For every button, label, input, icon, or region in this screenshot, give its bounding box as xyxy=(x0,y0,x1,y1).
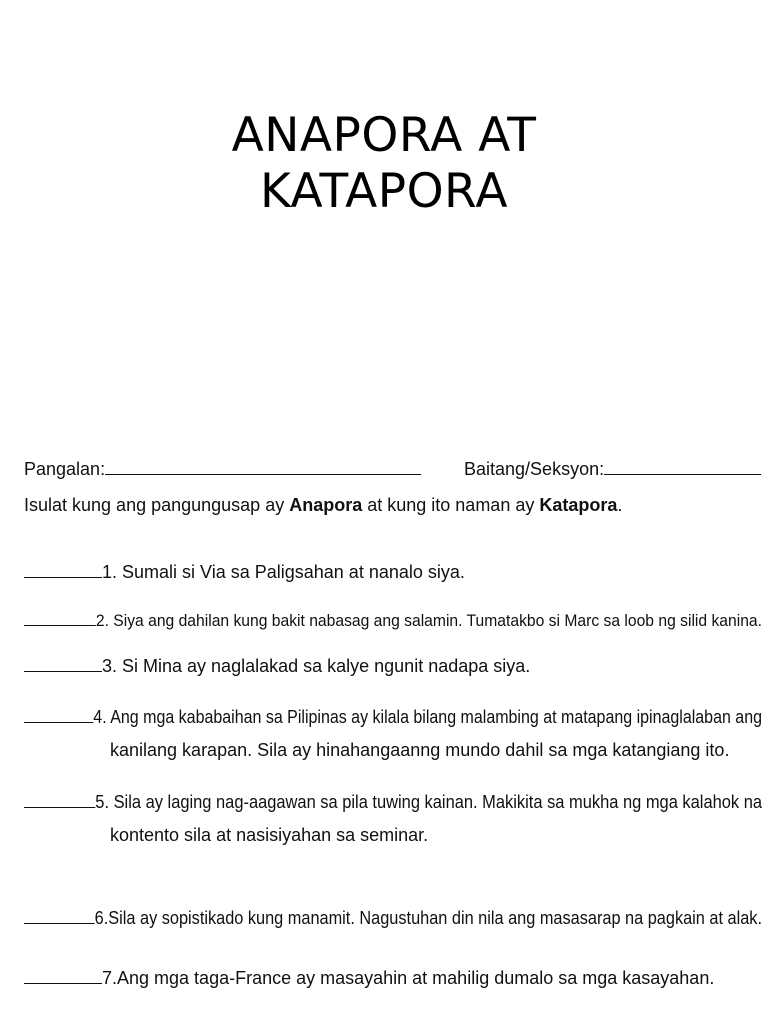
answer-blank[interactable] xyxy=(24,708,93,723)
answer-blank[interactable] xyxy=(24,909,95,924)
item-text: 2. Siya ang dahilan kung bakit nabasag ang salamin. Tumatakbo si Marc sa loob ng silid kanina. xyxy=(95,611,762,630)
name-label: Pangalan: xyxy=(24,459,106,479)
grade-label: Baitang/Seksyon: xyxy=(464,459,605,479)
item-text: 4. Ang mga kababaihan sa Pilipinas ay kilala bilang malambing at matapang ipinaglalaban ang xyxy=(93,707,762,727)
item-7 xyxy=(24,968,714,989)
item-4 xyxy=(24,707,762,728)
item-2 xyxy=(24,611,762,631)
instruction-text-1: Isulat kung ang pangungusap ay xyxy=(24,495,290,515)
grade-row xyxy=(464,459,761,480)
answer-blank[interactable] xyxy=(24,969,102,984)
item-5-continuation xyxy=(24,825,428,846)
item-text: 6.Sila ay sopistikado kung manamit. Nagustuhan din nila ang masasarap na pagkain at alak. xyxy=(94,908,762,928)
item-3 xyxy=(24,656,530,677)
instruction-text-3: . xyxy=(617,495,623,515)
slide-title xyxy=(0,108,768,220)
name-row xyxy=(24,459,421,480)
instruction xyxy=(24,495,622,516)
item-text: 7.Ang mga taga-France ay masayahin at mahilig dumalo sa mga kasayahan. xyxy=(102,968,715,988)
answer-blank[interactable] xyxy=(24,563,102,578)
item-text: 3. Si Mina ay naglalakad sa kalye ngunit nadapa siya. xyxy=(102,656,531,676)
answer-blank[interactable] xyxy=(24,611,96,626)
instruction-text-2: at kung ito naman ay xyxy=(362,495,540,515)
instruction-term-katapora: Katapora xyxy=(539,495,618,515)
item-1 xyxy=(24,562,465,583)
answer-blank[interactable] xyxy=(24,793,95,808)
instruction-term-anapora: Anapora xyxy=(289,495,363,515)
item-4-continuation xyxy=(24,740,729,761)
item-text: 5. Sila ay laging nag-aagawan sa pila tuwing kainan. Makikita sa mukha ng mga kalahok na xyxy=(95,792,763,812)
item-text: 1. Sumali si Via sa Paligsahan at nanalo siya. xyxy=(102,562,465,582)
name-blank[interactable] xyxy=(105,460,421,475)
item-text: kanilang karapan. Sila ay hinahangaanng mundo dahil sa mga katangiang ito. xyxy=(110,740,730,760)
item-6 xyxy=(24,908,762,929)
item-5 xyxy=(24,792,762,813)
title-line-1: ANAPORA AT xyxy=(231,108,537,163)
item-text: kontento sila at nasisiyahan sa seminar. xyxy=(110,825,429,845)
grade-blank[interactable] xyxy=(604,460,761,475)
title-line-2: KATAPORA xyxy=(260,164,508,219)
answer-blank[interactable] xyxy=(24,657,102,672)
